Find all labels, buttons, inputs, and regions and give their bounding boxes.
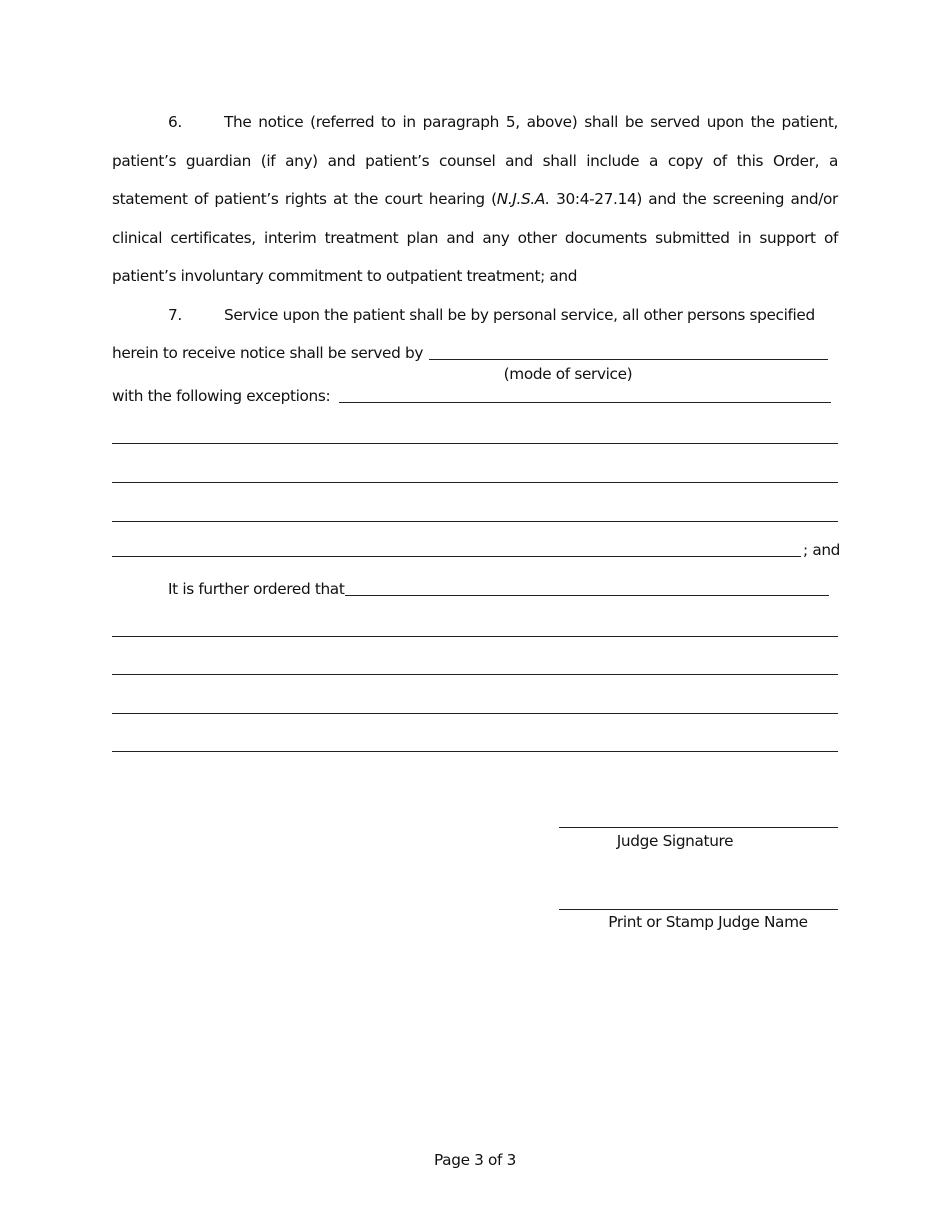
exceptions-blank-line[interactable] [112, 443, 838, 444]
paragraph-7-line-1 [168, 305, 815, 325]
mode-of-service-caption: (mode of service) [503, 365, 633, 383]
exceptions-blank-line[interactable] [112, 521, 838, 522]
mode-of-service-prefix: herein to receive notice shall be served by [112, 344, 424, 362]
judge-name-label: Print or Stamp Judge Name [608, 913, 808, 931]
further-ordered-label: It is further ordered that [168, 580, 345, 598]
exceptions-blank[interactable] [339, 402, 831, 403]
judge-name-line[interactable] [559, 909, 838, 910]
further-ordered-blank-line[interactable] [112, 636, 838, 637]
further-ordered-blank-line[interactable] [112, 713, 838, 714]
paragraph-6 [112, 103, 838, 296]
paragraph-7-number: 7. [168, 306, 182, 324]
paragraph-6-number: 6. [168, 113, 182, 131]
further-ordered-line [168, 579, 344, 599]
exceptions-line [112, 386, 330, 406]
exceptions-label: with the following exceptions: [112, 387, 331, 405]
further-ordered-blank-line[interactable] [112, 674, 838, 675]
mode-of-service-blank[interactable] [429, 359, 828, 360]
paragraph-6-text-start: The notice (referred to in paragraph 5, above) shall be served upon the patient, patient’s guardian (if any) and patient’s counsel and shall include a copy of this Order, a statement of patient’s rights at the court hearing ( [112, 113, 838, 208]
judge-signature-label: Judge Signature [616, 832, 734, 850]
and-suffix: ; and [803, 541, 841, 559]
paragraph-6-text-end: 30:4-27.14) and the screening and/or clinical certificates, interim treatment plan and any other documents submitted in support of patient’s involuntary commitment to outpatient treatment; and [112, 190, 838, 285]
exceptions-blank-line[interactable] [112, 556, 801, 557]
exceptions-blank-line[interactable] [112, 482, 838, 483]
further-ordered-blank-line[interactable] [112, 751, 838, 752]
further-ordered-blank[interactable] [345, 595, 829, 596]
page-number: Page 3 of 3 [434, 1151, 516, 1169]
statute-abbreviation: N.J.S.A. [496, 190, 550, 208]
paragraph-7-text: Service upon the patient shall be by personal service, all other persons specified [224, 306, 815, 324]
judge-signature-line[interactable] [559, 827, 838, 828]
paragraph-7-line-2 [112, 343, 423, 363]
